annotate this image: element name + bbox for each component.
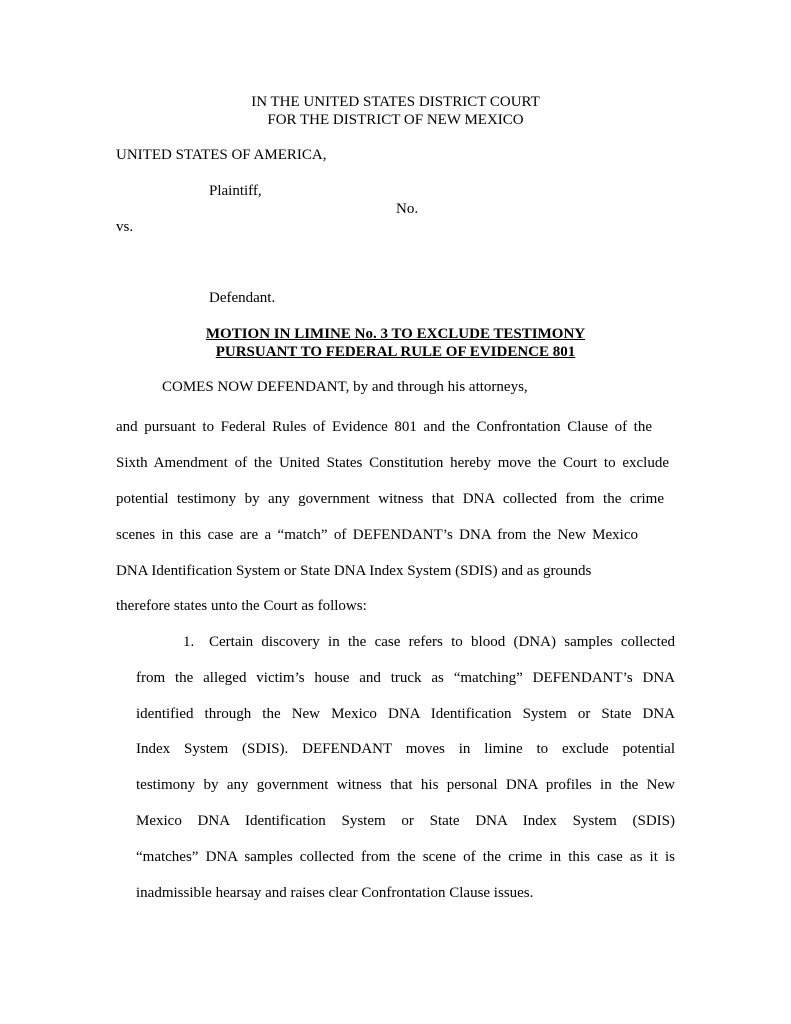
paragraph-line: Mexico DNA Identification System or State DNA Index System (SDIS): [136, 813, 675, 829]
intro-line: and pursuant to Federal Rules of Evidence 801 and the Confrontation Clause of the: [116, 419, 652, 435]
paragraph-line: from the alleged victim’s house and truck as “matching” DEFENDANT’s DNA: [136, 670, 675, 686]
paragraph-number: 1.: [183, 634, 195, 650]
paragraph-line: inadmissible hearsay and raises clear Confrontation Clause issues.: [136, 885, 534, 901]
paragraph-line: “matches” DNA samples collected from the scene of the crime in this case as it is: [136, 849, 675, 865]
defendant-role: Defendant.: [209, 290, 276, 306]
paragraph-line: testimony by any government witness that his personal DNA profiles in the New: [136, 777, 675, 793]
plaintiff-role: Plaintiff,: [209, 183, 262, 199]
intro-line: potential testimony by any government witness that DNA collected from the crime: [116, 491, 664, 507]
paragraph-line: Index System (SDIS). DEFENDANT moves in limine to exclude potential: [136, 741, 675, 757]
intro-opening: COMES NOW DEFENDANT, by and through his attorneys,: [162, 379, 528, 395]
case-number-label: No.: [396, 201, 419, 217]
intro-line: scenes in this case are a “match” of DEFENDANT’s DNA from the New Mexico: [116, 527, 638, 543]
intro-line: Sixth Amendment of the United States Constitution hereby move the Court to exclude: [116, 455, 669, 471]
motion-title-line-2: PURSUANT TO FEDERAL RULE OF EVIDENCE 801: [215, 344, 576, 360]
motion-title-line-1: MOTION IN LIMINE No. 3 TO EXCLUDE TESTIMONY: [205, 326, 586, 342]
plaintiff-party: UNITED STATES OF AMERICA,: [116, 147, 327, 163]
intro-line: therefore states unto the Court as follows:: [116, 598, 367, 614]
intro-line: DNA Identification System or State DNA Index System (SDIS) and as grounds: [116, 563, 592, 579]
paragraph-first-line: Certain discovery in the case refers to blood (DNA) samples collected: [209, 634, 675, 650]
versus-label: vs.: [116, 219, 134, 235]
court-name: IN THE UNITED STATES DISTRICT COURT: [251, 94, 540, 110]
paragraph-line: identified through the New Mexico DNA Identification System or State DNA: [136, 706, 675, 722]
court-district: FOR THE DISTRICT OF NEW MEXICO: [267, 112, 524, 128]
